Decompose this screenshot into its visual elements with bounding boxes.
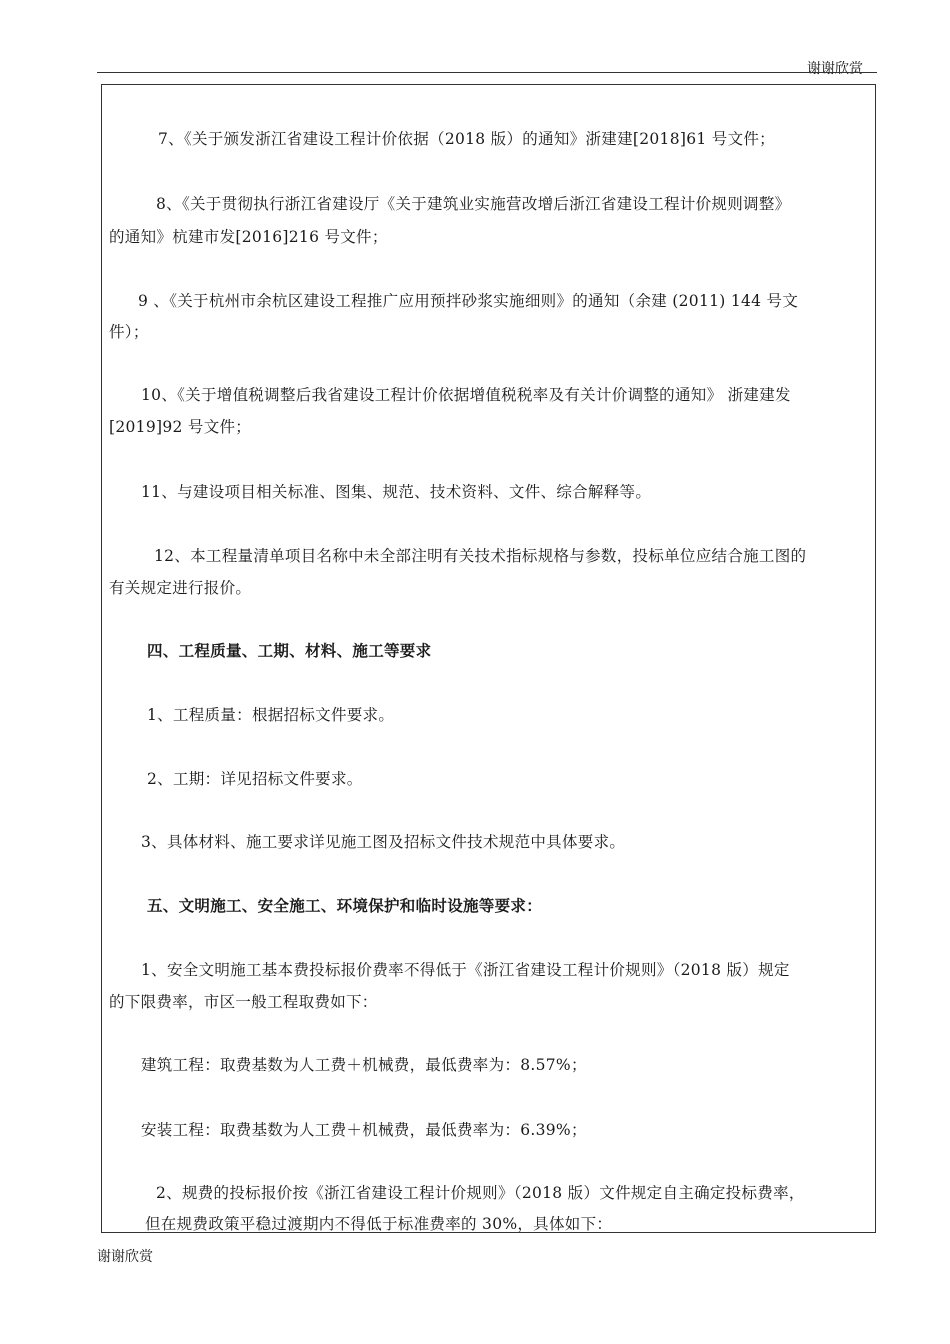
safety-fee-line-1: 1、安全文明施工基本费投标报价费率不得低于《浙江省建设工程计价规则》（2018 版）规定 (141, 961, 790, 979)
page-header-text: 谢谢欣赏 (807, 61, 863, 77)
paragraph-12-line-2: 有关规定进行报价。 (109, 579, 252, 597)
paragraph-10-line-1: 10、《关于增值税调整后我省建设工程计价依据增值税税率及有关计价调整的通知》 浙建建发 (141, 386, 791, 404)
paragraph-11: 11、与建设项目相关标准、图集、规范、技术资料、文件、综合解释等。 (141, 483, 652, 501)
paragraph-12-line-1: 12、本工程量清单项目名称中未全部注明有关技术指标规格与参数，投标单位应结合施工图的 (154, 547, 807, 565)
header-divider (97, 72, 877, 73)
page-footer-text: 谢谢欣赏 (97, 1249, 153, 1265)
materials-requirement: 3、具体材料、施工要求详见施工图及招标文件技术规范中具体要求。 (141, 833, 626, 851)
paragraph-8-line-1: 8、《关于贯彻执行浙江省建设厅《关于建筑业实施营改增后浙江省建设工程计价规则调整》 (156, 195, 791, 213)
regulation-fee-line-1: 2、规费的投标报价按《浙江省建设工程计价规则》（2018 版）文件规定自主确定投标费率， (156, 1184, 805, 1202)
schedule-requirement: 2、工期：详见招标文件要求。 (147, 770, 363, 788)
paragraph-7: 7、《关于颁发浙江省建设工程计价依据（2018 版）的通知》浙建建[2018]61 号文件； (158, 130, 775, 148)
paragraph-9-line-1: 9 、《关于杭州市余杭区建设工程推广应用预拌砂浆实施细则》的通知（余建 (2011) 144 号文 (138, 292, 799, 310)
section-4-heading: 四、工程质量、工期、材料、施工等要求 (147, 641, 432, 660)
quality-requirement: 1、工程质量：根据招标文件要求。 (147, 706, 395, 724)
installation-fee-rate: 安装工程：取费基数为人工费＋机械费，最低费率为：6.39%； (141, 1121, 587, 1139)
construction-fee-rate: 建筑工程：取费基数为人工费＋机械费，最低费率为：8.57%； (141, 1056, 587, 1074)
paragraph-8-line-2: 的通知》杭建市发[2016]216 号文件； (109, 228, 388, 246)
paragraph-9-line-2: 件）； (109, 323, 149, 341)
safety-fee-line-2: 的下限费率，市区一般工程取费如下： (109, 993, 378, 1011)
paragraph-10-line-2: [2019]92 号文件； (109, 418, 252, 436)
regulation-fee-line-2: 但在规费政策平稳过渡期内不得低于标准费率的 30%，具体如下： (145, 1215, 613, 1233)
section-5-heading: 五、文明施工、安全施工、环境保护和临时设施等要求： (147, 896, 543, 915)
